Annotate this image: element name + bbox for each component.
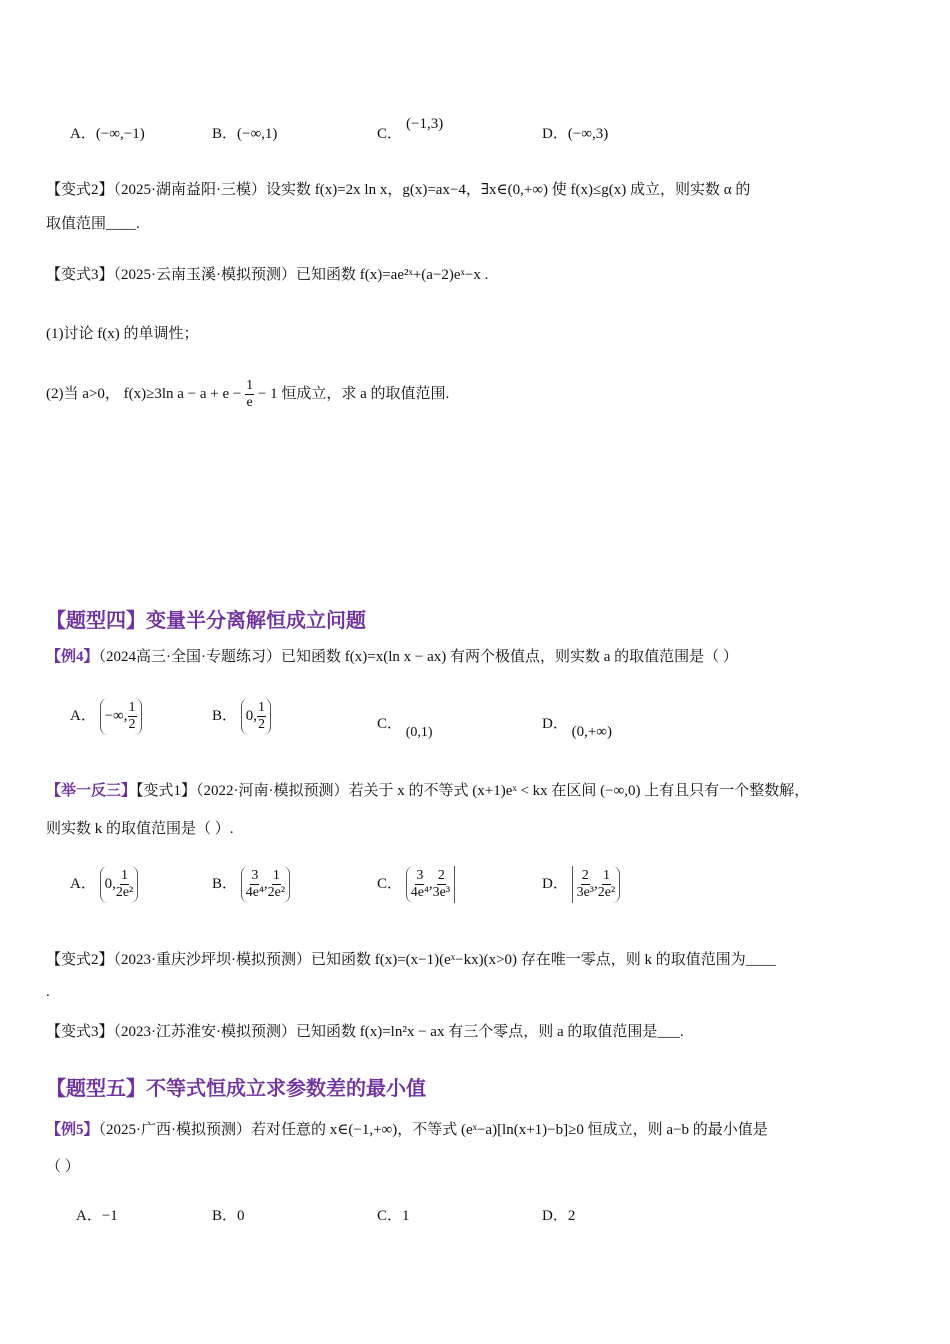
ex5-option-c: C．1	[377, 1208, 410, 1224]
denominator: 2	[128, 717, 136, 732]
comma: ,	[594, 876, 598, 892]
v1-option-d	[542, 866, 620, 903]
denominator: 3e³	[576, 885, 595, 900]
numerator: 1	[246, 378, 254, 393]
fraction	[411, 868, 429, 901]
denominator: 4e⁴	[245, 885, 264, 900]
option-b: B．(−∞,1)	[212, 126, 278, 142]
variant1-text: 【变式1】（2022·河南·模拟预测）若关于 x 的不等式 (x+1)eˣ < kx 在区间 (−∞,0) 上有且只有一个整数解，	[136, 783, 810, 799]
example-text: （2025·广西·模拟预测）若对任意的 x∈(−1,+∞)，不等式 (eˣ−a)[ln(x+1)−b]≥0 恒成立，则 a−b 的最小值是	[98, 1122, 768, 1138]
fraction	[577, 868, 594, 901]
ex5-option-d: D．2	[542, 1208, 576, 1224]
fraction	[128, 700, 137, 733]
value: (0,+∞)	[571, 724, 612, 740]
numerator: 3	[416, 868, 424, 883]
fraction	[257, 700, 266, 733]
value: (0,1)	[405, 725, 433, 740]
denominator: 2e²	[115, 885, 134, 900]
label: B．	[212, 875, 238, 892]
option-c-label: C．	[377, 126, 403, 142]
denominator: 4e⁴	[410, 885, 429, 900]
numerator: 1	[121, 868, 129, 883]
variant1-question	[46, 779, 809, 800]
left: 0,	[245, 708, 258, 724]
variant2-question-b-cont: .	[46, 984, 50, 1000]
label: A．	[70, 875, 96, 892]
fraction	[433, 868, 450, 901]
example5-question-cont: （ ）	[46, 1159, 80, 1175]
ex5-option-b: B．0	[212, 1208, 245, 1224]
variant2-question-cont: 取值范围____.	[46, 216, 140, 232]
ex4-option-d	[542, 712, 612, 740]
option-d: D．(−∞,3)	[542, 126, 609, 142]
option-c-value: (−1,3)	[406, 116, 444, 132]
fraction	[245, 378, 254, 411]
label: A．	[70, 707, 96, 724]
variant3-question-b: 【变式3】（2023·江苏淮安·模拟预测）已知函数 f(x)=ln²x − ax 有三个零点，则 a 的取值范围是___.	[46, 1024, 684, 1040]
numerator: 2	[581, 868, 589, 883]
label: B．	[212, 707, 238, 724]
left: −∞,	[104, 708, 128, 724]
numerator: 2	[437, 868, 445, 883]
example5-question	[46, 1118, 768, 1139]
denominator: 2	[258, 717, 266, 732]
section-title-5: 【题型五】不等式恒成立求参数差的最小值	[46, 1078, 426, 1100]
interval	[100, 866, 139, 903]
comma: ,	[263, 876, 268, 892]
section-title-4: 【题型四】变量半分离解恒成立问题	[46, 610, 366, 632]
numerator: 1	[272, 868, 280, 883]
variant1-question-cont: 则实数 k 的取值范围是（ ）.	[46, 821, 234, 837]
interval	[241, 866, 290, 903]
v1-option-c	[377, 866, 455, 903]
denominator: 3e³	[432, 885, 451, 900]
numerator: 1	[602, 868, 610, 883]
v1-option-a	[70, 866, 138, 903]
example-tag: 【例4】	[46, 649, 99, 665]
interval	[241, 698, 271, 735]
fraction	[116, 868, 133, 901]
denominator: 2e²	[597, 885, 616, 900]
ex5-option-a: A．−1	[76, 1208, 118, 1224]
numerator: 3	[251, 868, 259, 883]
interval	[100, 698, 142, 735]
label: D．	[542, 716, 568, 732]
ex4-option-a	[70, 698, 142, 735]
numerator: 1	[258, 700, 266, 715]
label: C．	[377, 716, 403, 732]
fraction	[268, 868, 285, 901]
label: D．	[542, 875, 568, 892]
interval	[572, 866, 621, 903]
label: C．	[377, 875, 403, 892]
v1-option-b	[212, 866, 290, 903]
variant2-question-b: 【变式2】（2023·重庆沙坪坝·模拟预测）已知函数 f(x)=(x−1)(eˣ−kx)(x>0) 存在唯一零点，则 k 的取值范围为____	[46, 952, 776, 968]
variant3-part2	[46, 378, 449, 411]
ex4-option-b	[212, 698, 271, 735]
denominator: 2e²	[267, 885, 286, 900]
part2-text: (2)当 a>0， f(x)≥3ln a − a + e −	[46, 385, 242, 402]
numerator: 1	[128, 700, 136, 715]
example-text: （2024高三·全国·专题练习）已知函数 f(x)=x(ln x − ax) 有两个极值点，则实数 a 的取值范围是（ ）	[98, 649, 738, 665]
denominator: e	[246, 395, 253, 410]
variant2-question: 【变式2】（2025·湖南益阳·三模）设实数 f(x)=2x ln x，g(x)=ax−4，∃x∈(0,+∞) 使 f(x)≤g(x) 成立，则实数 α 的	[46, 182, 751, 198]
variant3-part1: (1)讨论 f(x) 的单调性；	[46, 326, 199, 342]
example-tag: 【例5】	[46, 1122, 99, 1138]
fraction	[598, 868, 615, 901]
variant3-question: 【变式3】（2025·云南玉溪·模拟预测）已知函数 f(x)=ae²ˣ+(a−2)eˣ−x .	[46, 267, 489, 283]
practice-tag: 【举一反三】	[46, 783, 137, 799]
left: 0,	[104, 876, 116, 892]
part2-text-end: − 1 恒成立，求 a 的取值范围.	[257, 385, 450, 402]
fraction	[246, 868, 264, 901]
option-a: A．(−∞,−1)	[70, 126, 145, 142]
example4-question	[46, 645, 738, 666]
ex4-option-c	[377, 712, 433, 740]
interval	[406, 866, 455, 903]
comma: ,	[428, 876, 433, 892]
